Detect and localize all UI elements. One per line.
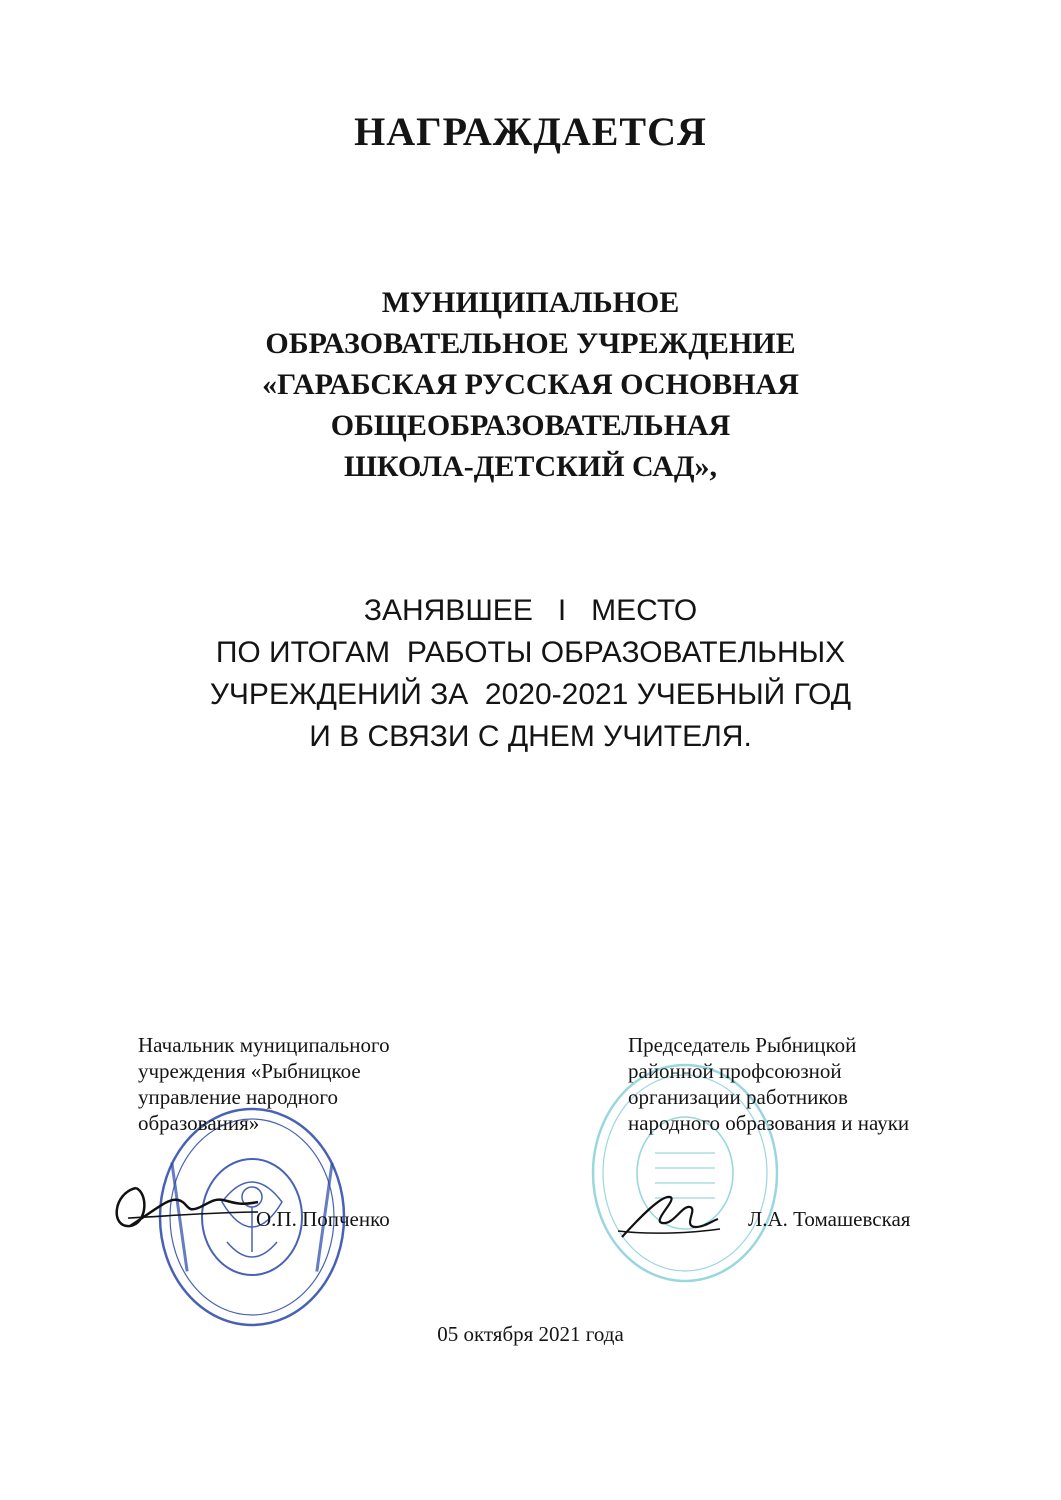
left-signatory-position: [138, 1032, 390, 1136]
reason-line: ЗАНЯВШЕЕ I МЕСТО: [363, 594, 698, 627]
position-line: образования»: [138, 1111, 260, 1135]
right-handwritten-signature: [612, 1185, 722, 1245]
reason-line: ПО ИТОГАМ РАБОТЫ ОБРАЗОВАТЕЛЬНЫХ: [215, 636, 846, 669]
right-signatory-name: Л.А. Томашевская: [748, 1207, 911, 1231]
organization-line: ОБЩЕОБРАЗОВАТЕЛЬНАЯ: [330, 409, 731, 442]
reason-line: УЧРЕЖДЕНИЙ ЗА 2020-2021 УЧЕБНЫЙ ГОД: [209, 678, 852, 711]
left-signatory-name: О.П. Попченко: [256, 1207, 390, 1231]
award-reason: [0, 590, 1061, 758]
issue-date: 05 октября 2021 года: [437, 1322, 624, 1346]
award-title: НАГРАЖДАЕТСЯ: [354, 109, 707, 154]
position-line: организации работников: [628, 1085, 848, 1109]
left-handwritten-signature: [108, 1168, 268, 1238]
position-line: Начальник муниципального: [138, 1033, 390, 1057]
right-signatory-position: [628, 1032, 909, 1136]
position-line: Председатель Рыбницкой: [628, 1033, 857, 1057]
position-line: районной профсоюзной: [628, 1059, 842, 1083]
position-line: учреждения «Рыбницкое: [138, 1059, 361, 1083]
position-line: народного образования и науки: [628, 1111, 910, 1135]
organization-line: ШКОЛА-ДЕТСКИЙ САД»,: [343, 450, 718, 483]
organization-line: ОБРАЗОВАТЕЛЬНОЕ УЧРЕЖДЕНИЕ: [265, 327, 796, 360]
position-line: управление народного: [138, 1085, 339, 1109]
organization-line: МУНИЦИПАЛЬНОЕ: [381, 286, 680, 319]
reason-line: И В СВЯЗИ С ДНЕМ УЧИТЕЛЯ.: [309, 720, 752, 753]
organization-name: [0, 282, 1061, 487]
organization-line: «ГАРАБСКАЯ РУССКАЯ ОСНОВНАЯ: [262, 368, 799, 401]
